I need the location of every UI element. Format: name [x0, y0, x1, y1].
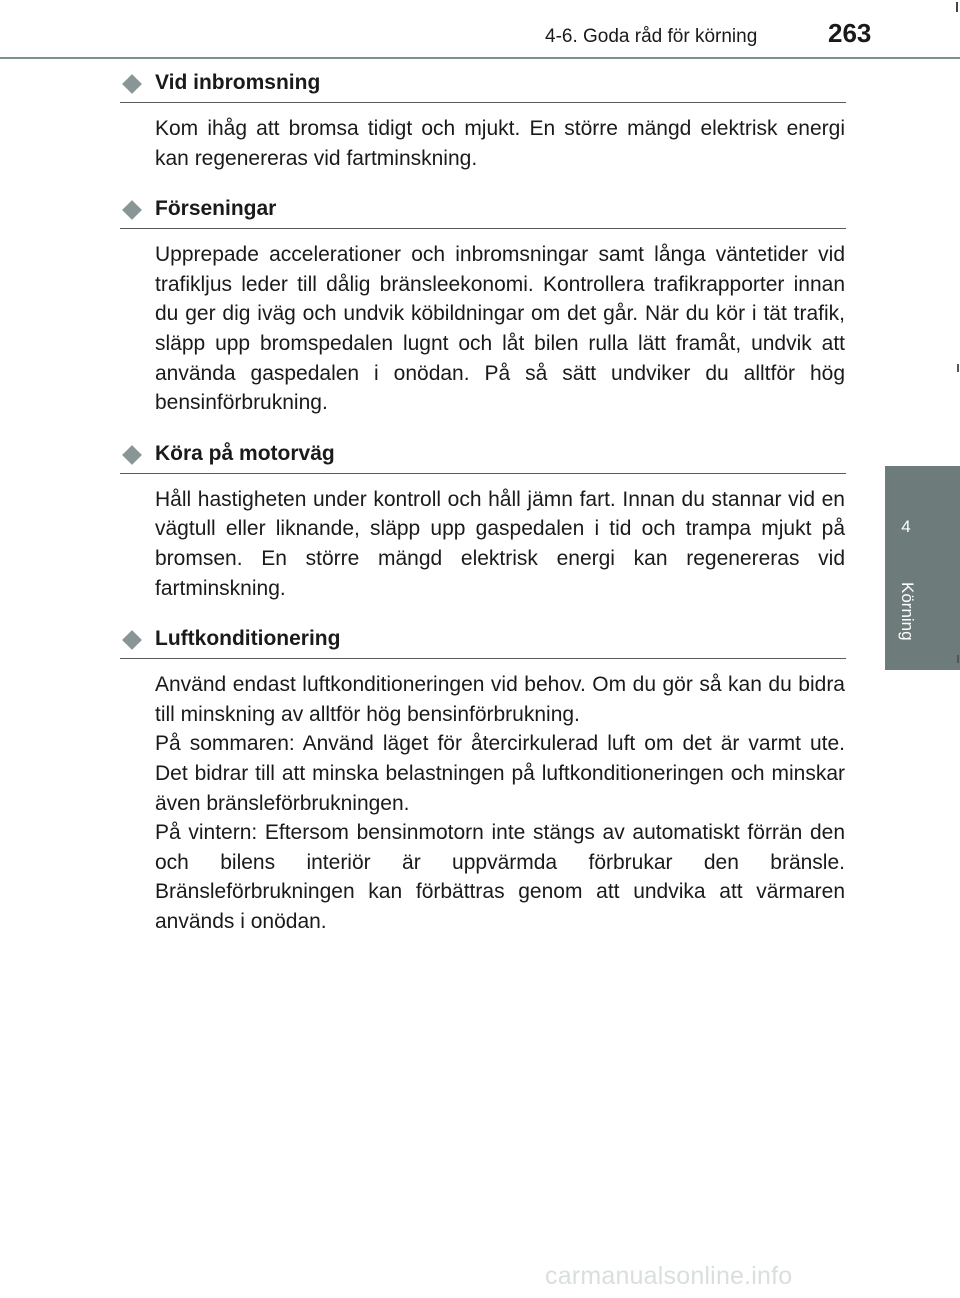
section-delays: [120, 188, 846, 418]
section-body: [155, 485, 845, 603]
diamond-bullet-icon: [122, 445, 142, 465]
crop-mark: [956, 2, 958, 12]
section-heading: [120, 62, 846, 103]
paragraph: Kom ihåg att bromsa tidigt och mjukt. En större mängd elektrisk energi kan regenereras vid fartminskning.: [155, 117, 845, 170]
section-heading: [120, 433, 846, 474]
section-heading-text: Förseningar: [155, 197, 277, 221]
chapter-tab-number: 4: [901, 517, 911, 536]
section-body: [155, 240, 845, 418]
section-body: [155, 670, 845, 936]
paragraph: Upprepade accelerationer och inbromsningar samt långa väntetider vid trafikljus leder till dålig bränsleekonomi. Kontrollera trafikrapporter innan du ger dig iväg och undvik köbildningar om det går. När du kör i tät trafik, släpp upp bromspedalen lugnt och låt bilen rulla lätt framåt, undvik att använda gaspedalen i onödan. På så sätt undviker du alltför hög bensinförbrukning.: [155, 243, 845, 415]
diamond-bullet-icon: [122, 74, 142, 94]
chapter-tab-label: Körning: [898, 582, 917, 641]
section-braking: [120, 62, 846, 173]
section-heading-text: Köra på motorväg: [155, 441, 335, 465]
paragraph: Använd endast luftkonditioneringen vid behov. Om du gör så kan du bidra till minskning av alltför hög bensinförbrukning.: [155, 673, 845, 726]
diamond-bullet-icon: [122, 200, 142, 220]
paragraph: Håll hastigheten under kontroll och håll jämn fart. Innan du stannar vid en vägtull eller liknande, släpp upp gaspedalen i tid och trampa mjukt på bromsen. En större mängd elektrisk energi kan regenereras vid fartminskning.: [155, 487, 845, 600]
page-number: 263: [828, 18, 872, 48]
paragraph: På vintern: Eftersom bensinmotorn inte stängs av automatiskt förrän den och bilens interiör är uppvärmda förbrukar den bränsle. Bränsleförbrukningen kan förbättras genom att undvika att värmaren används i onödan.: [155, 821, 845, 933]
page-header: [0, 0, 960, 60]
watermark: carmanualsonline.info: [545, 1262, 793, 1290]
section-heading: [120, 188, 846, 229]
crop-mark: [957, 364, 959, 372]
crop-mark: [957, 655, 959, 663]
section-title: 4-6. Goda råd för körning: [545, 26, 758, 47]
section-body: [155, 114, 845, 173]
section-air-conditioning: [120, 618, 846, 936]
diamond-bullet-icon: [122, 630, 142, 650]
section-highway: [120, 433, 846, 603]
header-rule: [0, 57, 960, 59]
section-heading-text: Luftkonditionering: [155, 627, 341, 651]
section-heading: [120, 618, 846, 659]
paragraph: På sommaren: Använd läget för återcirkulerad luft om det är varmt ute. Det bidrar till att minska belastningen på luftkonditioneringen och minskar även bränsleförbrukningen.: [155, 732, 845, 815]
page-content: [120, 62, 846, 951]
section-heading-text: Vid inbromsning: [155, 71, 321, 94]
